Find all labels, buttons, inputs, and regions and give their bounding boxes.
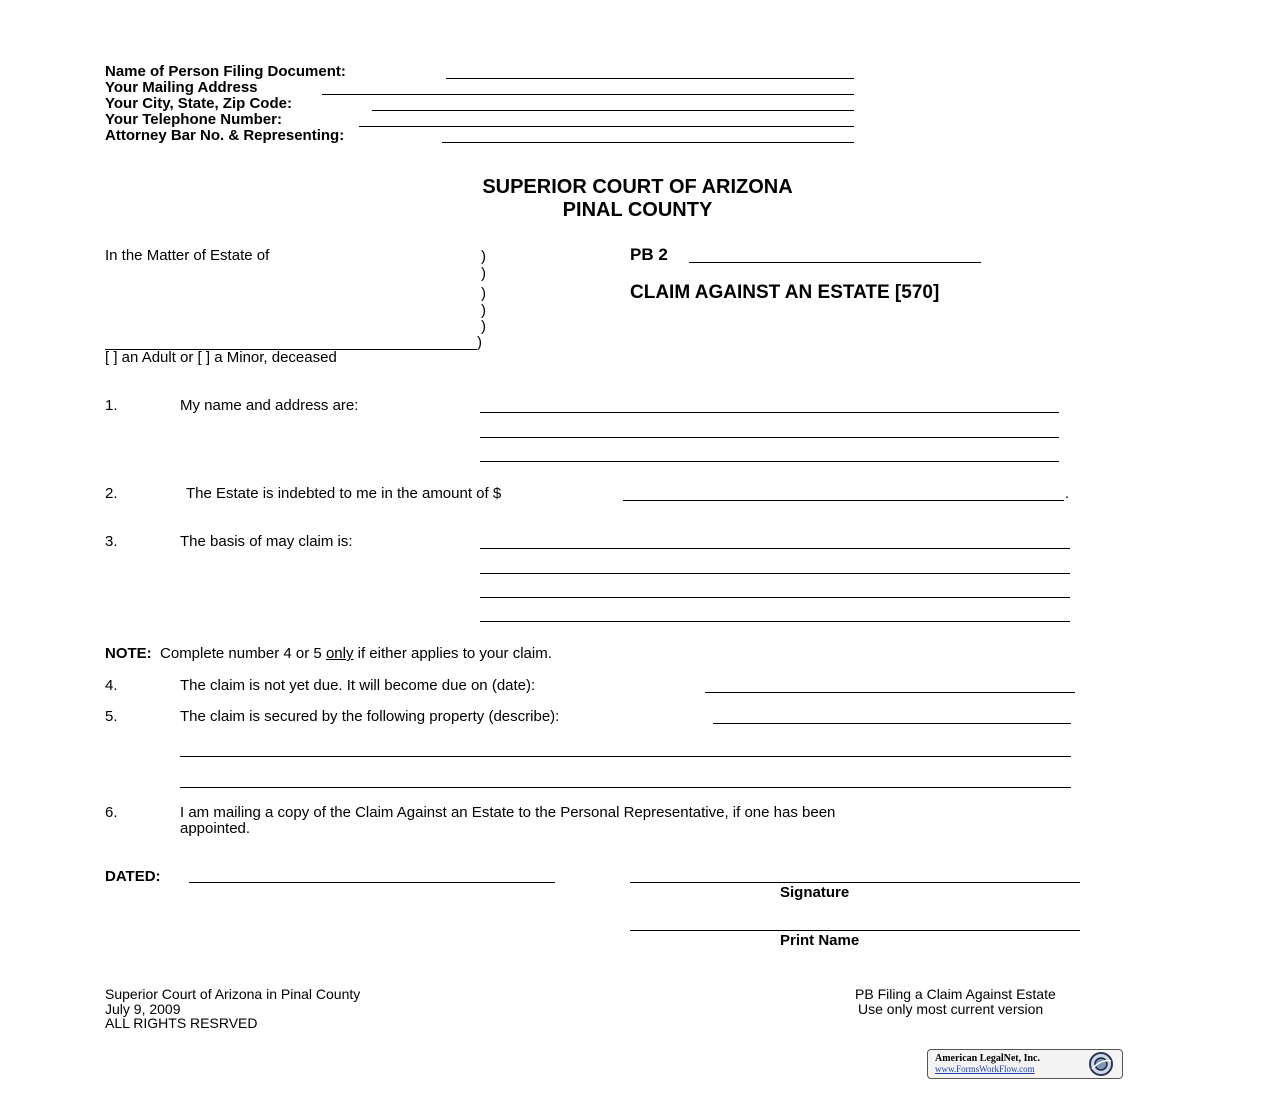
item-4-text: The claim is not yet due. It will become due on (date): — [180, 677, 536, 694]
signature-field[interactable] — [630, 882, 1080, 883]
attorney-bar-field[interactable] — [442, 142, 854, 143]
american-legalnet-logo[interactable] — [927, 1049, 1123, 1079]
mailing-address-label: Your Mailing Address — [105, 79, 258, 96]
attorney-bar-label: Attorney Bar No. & Representing: — [105, 127, 345, 144]
case-number-field[interactable] — [689, 262, 981, 263]
item-1-text: My name and address are: — [180, 397, 359, 414]
city-state-zip-label: Your City, State, Zip Code: — [105, 95, 292, 112]
item-3-text: The basis of may claim is: — [180, 533, 353, 550]
property-line-1[interactable] — [713, 723, 1071, 724]
mailing-address-field[interactable] — [322, 94, 854, 95]
basis-line-2[interactable] — [480, 573, 1070, 574]
note-only: only — [325, 645, 354, 662]
property-line-2[interactable] — [180, 756, 1071, 757]
logo-url[interactable]: www.FormsWorkFlow.com — [935, 1064, 1035, 1074]
telephone-label: Your Telephone Number: — [105, 111, 282, 128]
form-title: CLAIM AGAINST AN ESTATE [570] — [630, 282, 940, 303]
caption-paren: ) — [481, 285, 486, 302]
basis-line-1[interactable] — [480, 548, 1070, 549]
footer-date: July 9, 2009 — [105, 1001, 181, 1017]
globe-icon — [1086, 1051, 1116, 1077]
dated-field[interactable] — [189, 882, 555, 883]
city-state-zip-field[interactable] — [372, 110, 854, 111]
item-2-text: The Estate is indebted to me in the amount of $ — [186, 485, 502, 502]
print-name-label: Print Name — [780, 932, 860, 949]
caption-paren: ) — [481, 302, 486, 319]
note — [105, 646, 552, 662]
county-title: PINAL COUNTY — [562, 199, 713, 221]
footer-form-name: PB Filing a Claim Against Estate — [855, 986, 1056, 1002]
item-3-number: 3. — [105, 533, 118, 550]
footer-version-note: Use only most current version — [858, 1001, 1044, 1017]
caption-paren: ) — [481, 318, 486, 335]
item-6-text-line-1: I am mailing a copy of the Claim Against an Estate to the Personal Representative, if one has been — [180, 804, 836, 821]
basis-line-4[interactable] — [480, 621, 1070, 622]
note-text-pre: Complete number 4 or 5 — [160, 645, 322, 662]
note-text-post: if either applies to your claim. — [357, 645, 552, 662]
item-5-text: The claim is secured by the following property (describe): — [180, 708, 560, 725]
name-address-line-1[interactable] — [480, 412, 1059, 413]
amount-field[interactable] — [623, 500, 1064, 501]
caption-paren: ) — [477, 334, 482, 351]
caption-paren: ) — [481, 265, 486, 282]
matter-label: In the Matter of Estate of — [105, 247, 270, 264]
print-name-field[interactable] — [630, 930, 1080, 931]
logo-company: American LegalNet, Inc. — [935, 1053, 1040, 1064]
telephone-field[interactable] — [359, 126, 854, 127]
item-5-number: 5. — [105, 708, 118, 725]
item-4-number: 4. — [105, 677, 118, 694]
item-6-number: 6. — [105, 804, 118, 821]
caption-paren: ) — [481, 248, 486, 265]
item-6-text-line-2: appointed. — [180, 820, 251, 837]
property-line-3[interactable] — [180, 787, 1071, 788]
note-label: NOTE: — [105, 645, 152, 662]
filer-name-field[interactable] — [446, 78, 854, 79]
item-2-number: 2. — [105, 485, 118, 502]
filer-name-label: Name of Person Filing Document: — [105, 63, 346, 80]
basis-line-3[interactable] — [480, 597, 1070, 598]
adult-minor-status: [ ] an Adult or [ ] a Minor, deceased — [105, 349, 337, 366]
item-1-number: 1. — [105, 397, 118, 414]
dated-label: DATED: — [105, 868, 161, 885]
case-number-prefix: PB 2 — [630, 245, 668, 264]
footer-rights: ALL RIGHTS RESRVED — [105, 1015, 258, 1031]
name-address-line-3[interactable] — [480, 461, 1059, 462]
footer-court: Superior Court of Arizona in Pinal County — [105, 986, 361, 1002]
due-date-field[interactable] — [705, 692, 1075, 693]
name-address-line-2[interactable] — [480, 437, 1059, 438]
court-title: SUPERIOR COURT OF ARIZONA — [482, 176, 793, 198]
signature-label: Signature — [780, 884, 850, 901]
item-2-period: . — [1065, 485, 1070, 502]
